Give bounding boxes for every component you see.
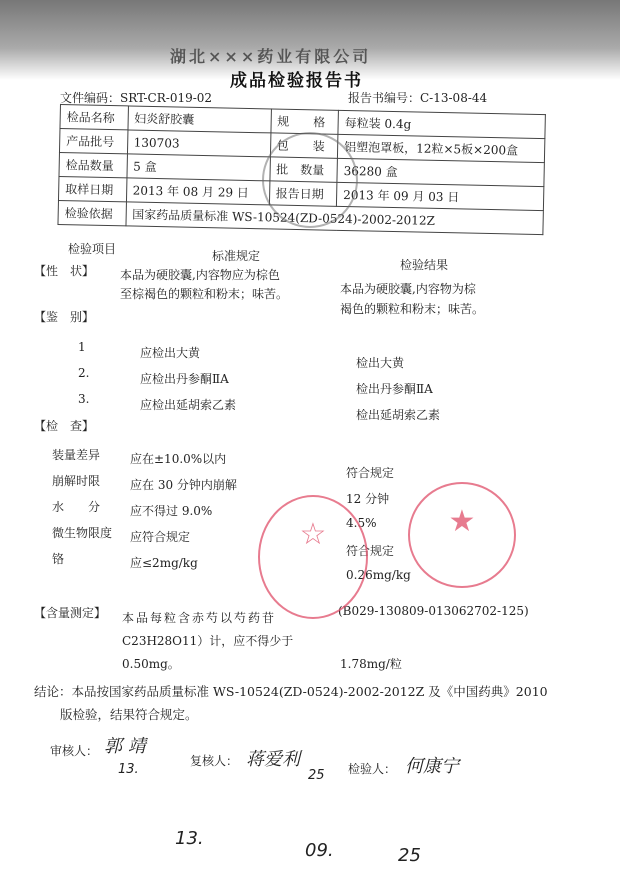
section-inspection: 【检 查】	[34, 419, 95, 433]
inspector-signature: 何康宁	[405, 756, 459, 777]
item-name: 崩解时限	[52, 474, 101, 488]
sample-date: 2013 年 08 月 29 日	[126, 178, 269, 205]
header-item: 检验项目	[68, 242, 117, 256]
grey-stamp	[262, 132, 358, 228]
item-name: 微生物限度	[52, 526, 113, 540]
item-number: 2.	[78, 366, 90, 380]
packaging: 铝塑泡罩板，12粒×5板×200盒	[337, 134, 544, 162]
result: 检出延胡索乙素	[356, 408, 441, 422]
label: 规 格	[270, 109, 338, 134]
reviewer-signature: 郭 靖	[104, 736, 146, 757]
std: 应检出丹参酮ⅡA	[140, 372, 229, 386]
date-year: 13.	[175, 828, 204, 849]
label: 产品批号	[59, 129, 127, 154]
report-date: 2013 年 09 月 03 日	[336, 182, 543, 210]
result: 0.26mg/kg	[346, 568, 411, 582]
section-assay: 【含量测定】	[34, 606, 107, 620]
std: 应检出延胡索乙素	[140, 398, 237, 412]
item-name: 铬	[52, 552, 65, 566]
header-result: 检验结果	[400, 258, 449, 272]
std: 应不得过 9.0%	[130, 504, 213, 518]
result: 褐色的颗粒和粉末；味苦。	[340, 302, 485, 316]
checker-date: 25	[308, 768, 325, 783]
report-date-label: 报告日期	[269, 181, 337, 206]
checker-label: 复核人：	[190, 754, 239, 768]
report-number: 报告书编号：C-13-08-44	[348, 91, 488, 105]
item-number: 1	[78, 340, 86, 354]
result: 符合规定	[346, 544, 395, 558]
reviewer-date: 13.	[118, 762, 139, 777]
company-name: 湖北×××药业有限公司	[170, 47, 372, 66]
std: 0.50mg。	[122, 657, 180, 671]
result: 4.5%	[346, 516, 377, 530]
label: 包 装	[270, 133, 338, 158]
result: 1.78mg/粒	[340, 657, 402, 671]
batch-number: 130703	[127, 130, 270, 157]
date-month: 09.	[305, 840, 334, 861]
label: 检验依据	[58, 200, 126, 225]
result: 检出丹参酮ⅡA	[356, 382, 433, 396]
std: 本品为硬胶囊,内容物应为棕色	[120, 268, 280, 282]
item-name: 水 分	[52, 500, 101, 514]
result: 本品为硬胶囊,内容物为棕	[340, 282, 476, 296]
inspector-label: 检验人：	[348, 762, 397, 776]
quality-stamp-left	[258, 495, 368, 619]
header-standard: 标准规定	[212, 249, 261, 263]
std: 应符合规定	[130, 530, 191, 544]
section-character: 【性 状】	[34, 264, 95, 278]
reference-code: (B029-130809-013062702-125)	[338, 604, 529, 618]
conclusion: 版检验，结果符合规定。	[60, 707, 198, 722]
std: 应≤2mg/kg	[130, 556, 198, 570]
quality-stamp-right	[408, 482, 516, 588]
document-title: 成品检验报告书	[230, 71, 363, 91]
std: 应检出大黄	[140, 346, 201, 360]
star-icon: ★	[448, 504, 476, 539]
item-number: 3.	[78, 392, 90, 406]
std: 本品每粒含赤芍以芍药苷	[122, 611, 277, 625]
std: 应在 30 分钟内崩解	[130, 478, 237, 492]
product-name: 妇炎舒胶囊	[128, 106, 271, 133]
std: 应在±10.0%以内	[130, 452, 227, 466]
basis: 国家药品质量标准 WS-10524(ZD-0524)-2002-2012Z	[125, 202, 543, 235]
section-identification: 【鉴 别】	[34, 310, 95, 324]
reviewer-label: 审核人：	[50, 744, 99, 758]
std: C23H28O11）计，应不得少于	[122, 634, 294, 648]
lot-size: 36280 盒	[337, 158, 544, 186]
checker-signature: 蒋爱利	[246, 749, 300, 770]
label: 批 数量	[269, 157, 337, 182]
result: 12 分钟	[346, 492, 390, 506]
item-name: 装量差异	[52, 448, 101, 462]
label: 取样日期	[58, 176, 126, 201]
star-icon: ☆	[299, 517, 327, 552]
date-day: 25	[398, 845, 421, 866]
label: 检品名称	[60, 105, 128, 130]
label: 检品数量	[59, 152, 127, 177]
std: 至棕褐色的颗粒和粉末；味苦。	[120, 287, 289, 301]
result: 符合规定	[346, 466, 395, 480]
file-number: 文件编码：SRT-CR-019-02	[60, 91, 213, 105]
quantity: 5 盒	[126, 154, 269, 181]
result: 检出大黄	[356, 356, 405, 370]
conclusion: 结论：本品按国家药品质量标准 WS-10524(ZD-0524)-2002-2012Z 及《中国药典》2010	[34, 684, 548, 699]
spec: 每粒装 0.4g	[338, 110, 545, 138]
